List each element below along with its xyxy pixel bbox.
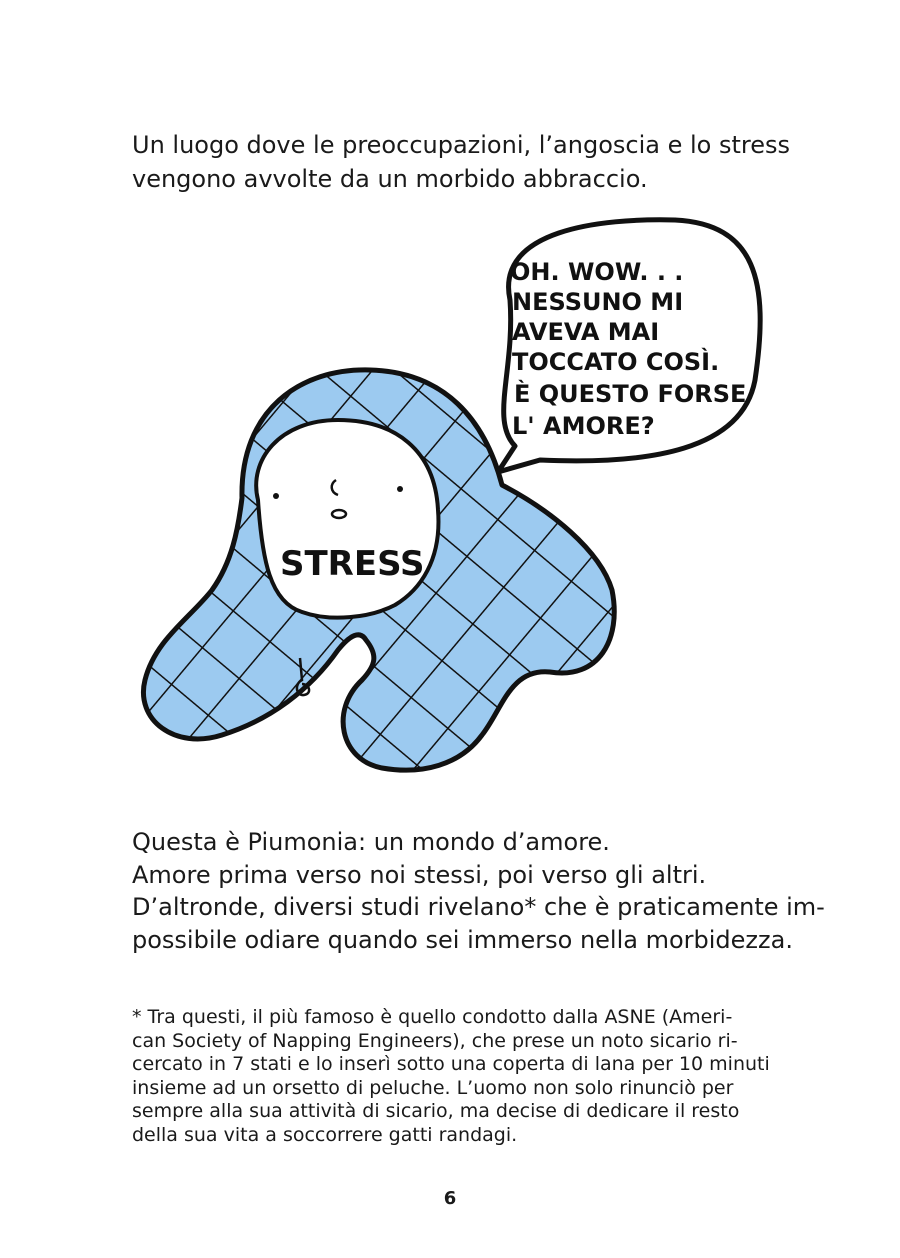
left-eye [273, 493, 279, 499]
bubble-line: L' AMORE? [512, 412, 655, 440]
intro-line: Un luogo dove le preoccupazioni, l’angoscia e lo stress [132, 131, 790, 159]
body-line: Questa è Piumonia: un mondo d’amore. [132, 828, 610, 856]
body-line: Amore prima verso noi stessi, poi verso gli altri. [132, 860, 707, 889]
intro-line: vengono avvolte da un morbido abbraccio. [132, 165, 648, 193]
page-number: 6 [443, 1188, 457, 1209]
footnote [132, 1006, 772, 1147]
footnote-line: della sua vita a soccorrere gatti randagi. [132, 1123, 518, 1146]
bubble-line: AVEVA MAI [512, 318, 660, 346]
bubble-line: È QUESTO FORSE [514, 380, 747, 408]
stress-label: STRESS [280, 544, 425, 584]
body-paragraph [132, 826, 825, 956]
bubble-line: NESSUNO MI [512, 288, 684, 316]
intro-paragraph [132, 128, 790, 196]
bubble-line: TOCCATO COSÌ. [512, 348, 720, 376]
speech-bubble [498, 220, 760, 472]
footnote-line: insieme ad un orsetto di peluche. L’uomo non solo rinunciò per [132, 1076, 734, 1099]
footnote-line: * Tra questi, il più famoso è quello condotto dalla ASNE (Ameri- [132, 1006, 733, 1028]
body-line: possibile odiare quando sei immerso nella morbidezza. [132, 925, 793, 954]
footnote-line: sempre alla sua attività di sicario, ma decise di dedicare il resto [132, 1100, 740, 1122]
bubble-line: OH. WOW. . . [510, 258, 684, 286]
right-eye [397, 486, 403, 492]
footnote-line: can Society of Napping Engineers), che prese un noto sicario ri- [132, 1029, 738, 1052]
body-line: D’altronde, diversi studi rivelano* che è praticamente im- [132, 893, 825, 921]
stress-blanket-illustration [130, 210, 770, 790]
footnote-line: cercato in 7 stati e lo inserì sotto una coperta di lana per 10 minuti [132, 1053, 770, 1075]
